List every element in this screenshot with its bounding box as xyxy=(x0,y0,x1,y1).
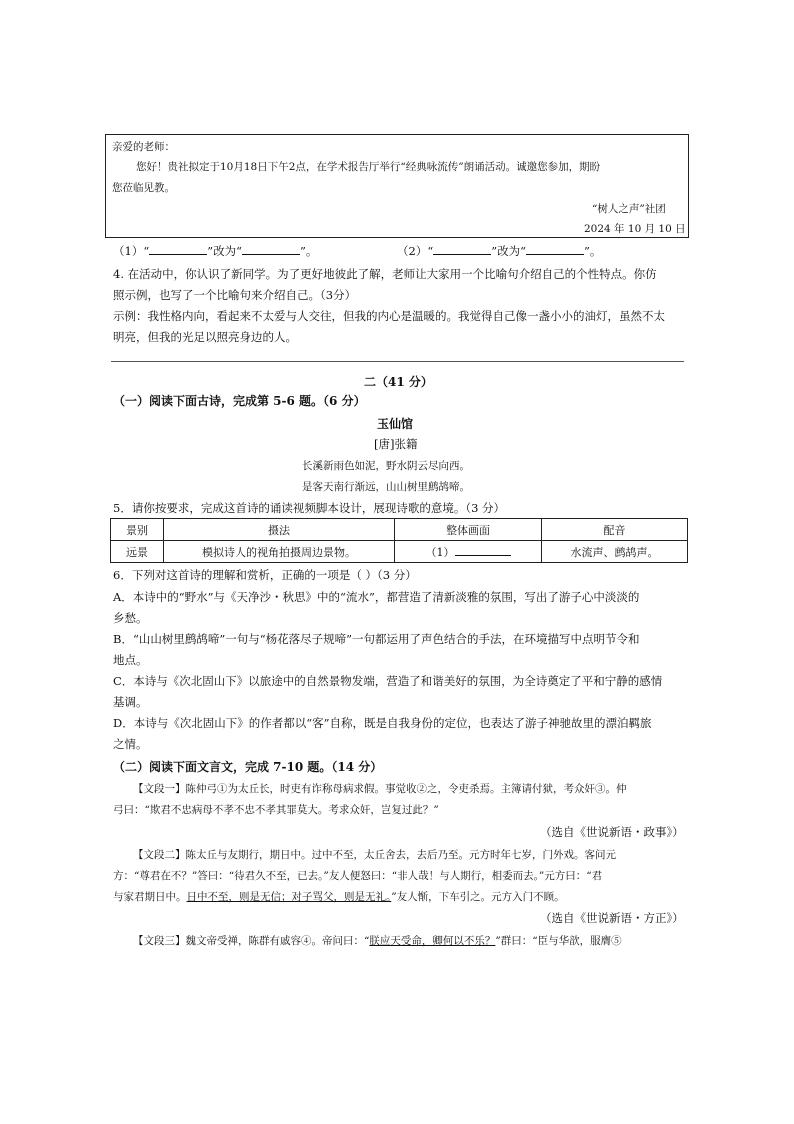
q3-blank-1[interactable] xyxy=(149,243,207,255)
option-d-line2: 之情。 xyxy=(113,737,148,751)
wenduan2-line2: 方：“尊君在不？”答曰：“待君久不至，已去。”友人便怒曰：“非人哉！与人期行，相委而去。”元方曰：“君 xyxy=(113,870,603,882)
invitation-greeting: 亲爱的老师： xyxy=(112,141,175,153)
q6-prompt: 6．下列对这首诗的理解和赏析，正确的一项是（ ）（3 分） xyxy=(113,568,417,582)
sub2-heading: （二）阅读下面文言文，完成 7-10 题。（14 分） xyxy=(113,760,383,774)
wenduan2-line3-post: ”友人惭，下车引之。元方入门不顾。 xyxy=(391,891,565,903)
table-header-cell: 配音 xyxy=(542,519,688,541)
option-c-line2: 基调。 xyxy=(113,695,148,709)
q3-part1-number: （1） xyxy=(113,244,144,258)
option-b-line2: 地点。 xyxy=(113,653,148,667)
q3-blank-4[interactable] xyxy=(526,243,584,255)
wenduan2-line3 xyxy=(113,889,565,904)
table-cell: 水流声、鹧鸪声。 xyxy=(542,541,688,563)
q4-line1: 4. 在活动中，你认识了新同学。为了更好地彼此了解，老师让大家用一个比喻句介绍自己的个性特点。你仿 xyxy=(113,267,657,281)
option-a-line2: 乡愁。 xyxy=(113,611,148,625)
table-row xyxy=(111,541,688,563)
option-d-line1: D．本诗与《次北固山下》的作者都以“客”自称，既是自我身份的定位，也表达了游子神驰故里的漂泊羁旅 xyxy=(113,716,652,730)
wenduan2-underlined-sentence: 日中不至，则是无信；对子骂父，则是无礼。 xyxy=(186,891,392,903)
table-cell-blank xyxy=(395,541,542,563)
table-header-cell: 景别 xyxy=(111,519,164,541)
q4-line2: 照示例，也写了一个比喻句来介绍自己。（3分） xyxy=(113,288,357,302)
invitation-body-line1: 您好！贵社拟定于10月18日下午2点，在学术报告厅举行“经典咏流传”朗诵活动。诚邀您参加，期盼 xyxy=(136,161,601,173)
table-header-cell: 整体画面 xyxy=(395,519,542,541)
poem-author: [唐]张籍 xyxy=(374,437,418,451)
table-cell: 远景 xyxy=(111,541,164,563)
table-cell: 模拟诗人的视角拍摄周边景物。 xyxy=(164,541,395,563)
invitation-body-line2: 您莅临见教。 xyxy=(112,182,175,194)
section-divider xyxy=(111,361,684,362)
wenduan2-line1: 【文段二】陈太丘与友期行，期日中。过中不至，太丘舍去，去后乃至。元方时年七岁，门外戏。客问元 xyxy=(133,849,616,861)
q3-close-text: ”。 xyxy=(299,244,318,258)
wenduan3-post: ”群曰：“臣与华歆，服膺⑤ xyxy=(495,935,622,947)
q5-prompt: 5．请你按要求，完成这首诗的诵读视频脚本设计，展现诗歌的意境。（3 分） xyxy=(113,501,506,515)
sub1-heading: （一）阅读下面古诗，完成第 5-6 题。（6 分） xyxy=(113,394,366,408)
option-c-line1: C．本诗与《次北固山下》以旅途中的自然景物发端，营造了和谐美好的氛围，为全诗奠定了平和宁静的感情 xyxy=(113,674,663,688)
invitation-date: 2024 年 10 月 10 日 xyxy=(584,223,686,235)
open-quote: “ xyxy=(427,244,434,258)
wenduan1-line2: 弓曰：“欺君不忠病母不孝不忠不孝其罪莫大。考求众奸，岂复过此？” xyxy=(113,804,439,816)
table-header-cell: 摄法 xyxy=(164,519,395,541)
section2-heading: 二（41 分） xyxy=(364,375,433,389)
table-header-row xyxy=(111,519,688,541)
open-quote: “ xyxy=(143,244,150,258)
q3-mid-text: ”改为“ xyxy=(207,244,242,258)
q3-blank-2[interactable] xyxy=(242,243,300,255)
q3-part2-number: （2） xyxy=(397,244,428,258)
table-answer-blank[interactable] xyxy=(455,544,511,556)
q4-example-line1: 示例：我性格内向，看起来不太爱与人交往，但我的内心是温暖的。我觉得自己像一盏小小的油灯，虽然不太 xyxy=(113,309,665,323)
q4-example-line2: 明亮，但我的光足以照亮身边的人。 xyxy=(113,330,297,344)
invitation-signature: “树人之声”社团 xyxy=(592,203,666,215)
option-b-line1: B．“山山树里鹧鸪啼”一句与“杨花落尽子规啼”一句都运用了声色结合的手法，在环境描写中点明节令和 xyxy=(113,632,640,646)
wenduan2-source: （选自《世说新语・方正》） xyxy=(540,911,684,925)
script-design-table xyxy=(110,518,688,563)
poem-line2: 是客天南行渐远，山山树里鹧鸪啼。 xyxy=(302,481,470,493)
blank-number: （1） xyxy=(425,545,455,559)
poem-line1: 长溪新雨色如泥，野水阴云尽向西。 xyxy=(302,460,470,472)
wenduan3-underlined-sentence: 朕应天受命，卿何以不乐？ xyxy=(369,935,496,947)
q3-answer-line-2 xyxy=(397,243,601,259)
wenduan3-line1 xyxy=(133,933,622,948)
option-a-line1: A．本诗中的“野水”与《天净沙・秋思》中的“流水”，都营造了清新淡雅的氛围，写出了游子心中淡淡的 xyxy=(113,590,640,604)
q3-answer-line xyxy=(113,243,317,259)
wenduan1-line1: 【文段一】陈仲弓①为太丘长，时吏有诈称母病求假。事觉收②之，令吏杀焉。主簿请付狱，考众奸③。仲 xyxy=(133,783,627,795)
q3-blank-3[interactable] xyxy=(433,243,491,255)
wenduan1-source: （选自《世说新语・政事》） xyxy=(540,825,684,839)
q3-mid-text: ”改为“ xyxy=(491,244,526,258)
wenduan2-line3-pre: 与家君期日中。 xyxy=(113,891,187,903)
wenduan3-pre: 【文段三】魏文帝受禅，陈群有戚容④。帝问曰：“ xyxy=(133,935,370,947)
q3-close-text: ”。 xyxy=(583,244,602,258)
poem-title: 玉仙馆 xyxy=(377,417,414,431)
